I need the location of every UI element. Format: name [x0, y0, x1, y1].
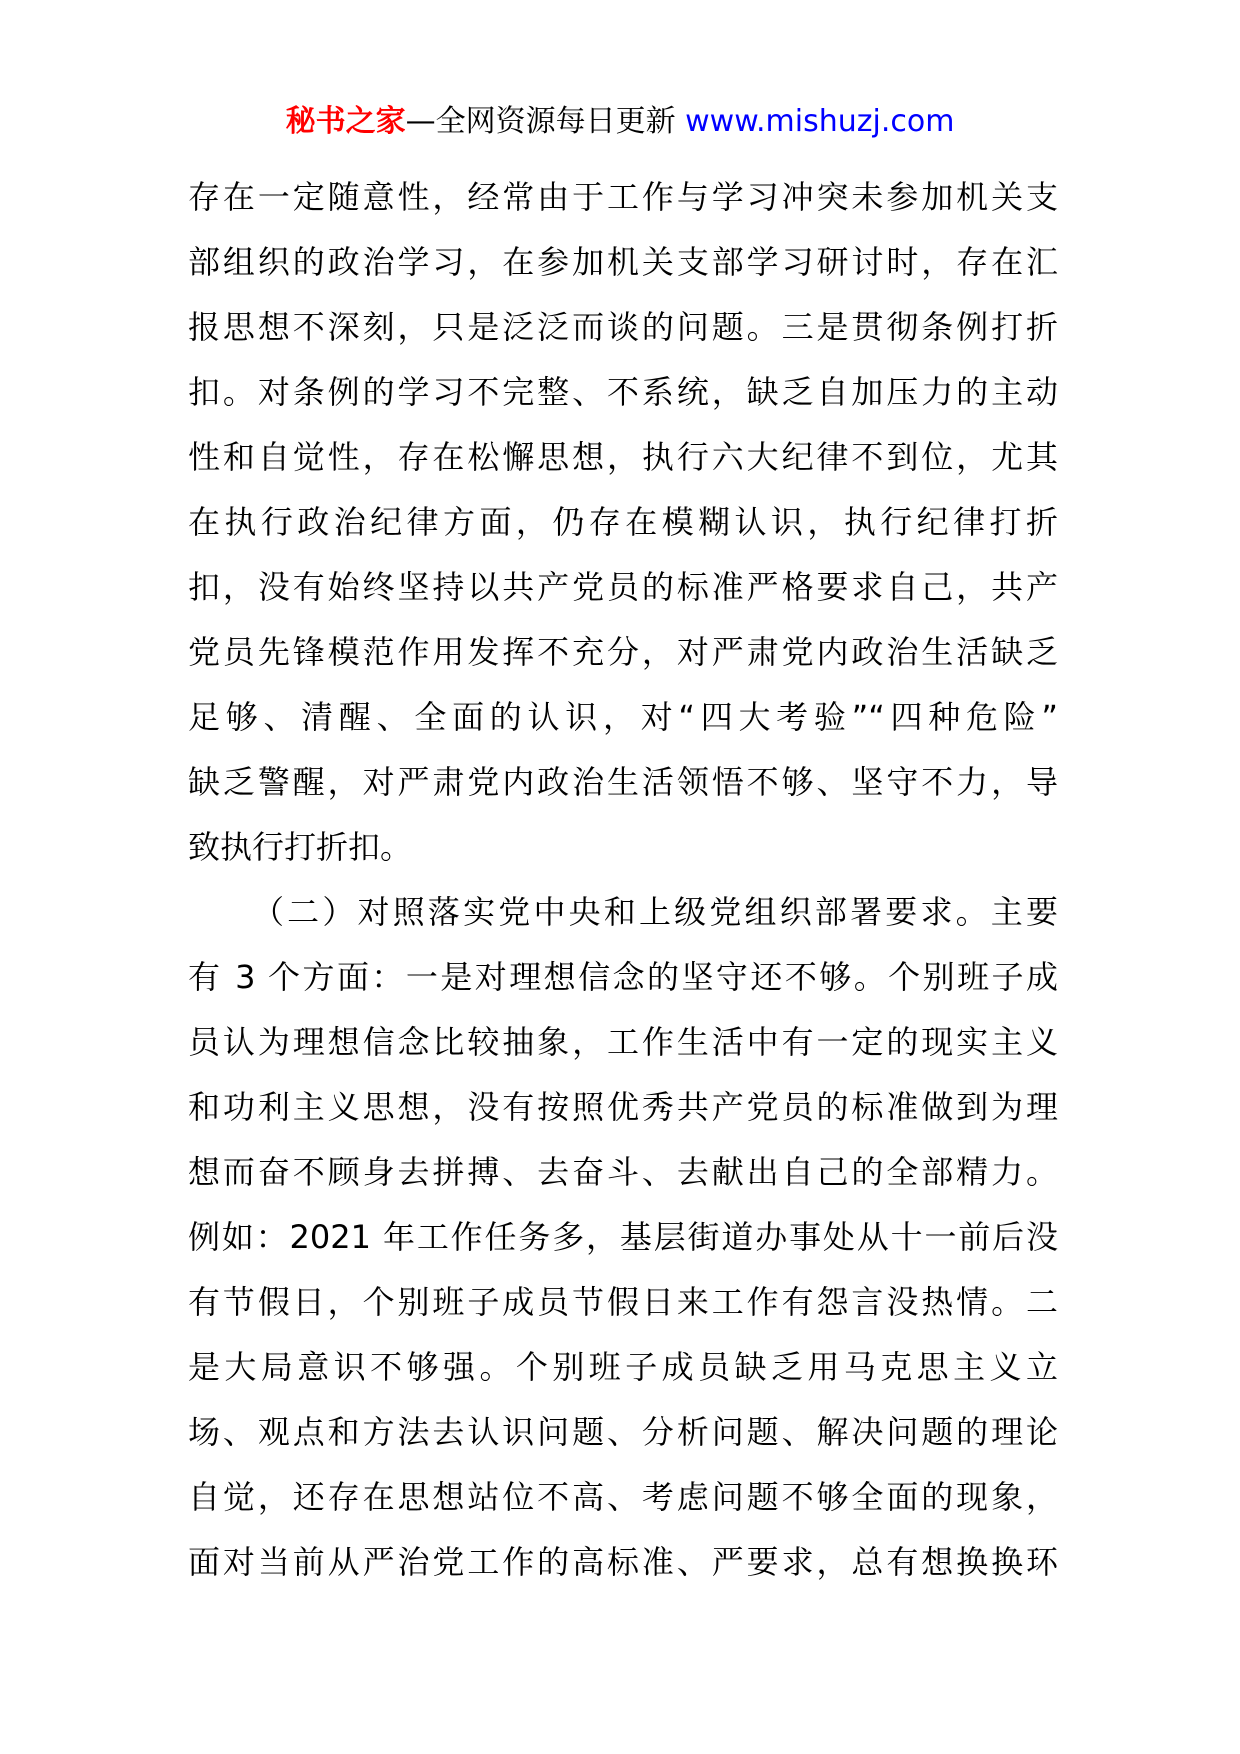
body-line: 员认为理想信念比较抽象，工作生活中有一定的现实主义	[188, 1023, 1058, 1061]
body-line: 扣，没有始终坚持以共产党员的标准严格要求自己，共产	[188, 568, 1058, 606]
body-line: 例如：2021 年工作任务多，基层街道办事处从十一前后没	[188, 1218, 1058, 1256]
body-line: 想而奋不顾身去拼搏、去奋斗、去献出自己的全部精力。	[188, 1153, 1058, 1191]
body-line: 是大局意识不够强。个别班子成员缺乏用马克思主义立	[188, 1348, 1058, 1386]
body-line: 有节假日，个别班子成员节假日来工作有怨言没热情。二	[188, 1283, 1058, 1321]
site-url-link[interactable]: www.mishuzj.com	[685, 104, 955, 139]
body-line: 自觉，还存在思想站位不高、考虑问题不够全面的现象，	[188, 1478, 1058, 1516]
body-line: 部组织的政治学习，在参加机关支部学习研讨时，存在汇	[188, 243, 1058, 281]
site-header	[0, 100, 1240, 144]
paragraph-end-line: 致执行打折扣。	[188, 828, 413, 866]
body-line: 扣。对条例的学习不完整、不系统，缺乏自加压力的主动	[188, 373, 1058, 411]
header-tagline: —全网资源每日更新	[405, 104, 686, 139]
body-line: 和功利主义思想，没有按照优秀共产党员的标准做到为理	[188, 1088, 1058, 1126]
body-line: 报思想不深刻，只是泛泛而谈的问题。三是贯彻条例打折	[188, 308, 1058, 346]
body-line: 足够、清醒、全面的认识，对“四大考验”“四种危险”	[188, 698, 1058, 736]
body-line: 缺乏警醒，对严肃党内政治生活领悟不够、坚守不力，导	[188, 763, 1058, 801]
section-heading-line: （二）对照落实党中央和上级党组织部署要求。主要	[252, 893, 1058, 931]
body-line: 存在一定随意性，经常由于工作与学习冲突未参加机关支	[188, 178, 1058, 216]
brand-name: 秘书之家	[285, 104, 406, 139]
body-line: 党员先锋模范作用发挥不充分，对严肃党内政治生活缺乏	[188, 633, 1058, 671]
body-line: 在执行政治纪律方面，仍存在模糊认识，执行纪律打折	[188, 503, 1058, 541]
document-body	[188, 165, 1058, 1595]
body-line: 性和自觉性，存在松懈思想，执行六大纪律不到位，尤其	[188, 438, 1058, 476]
body-line: 场、观点和方法去认识问题、分析问题、解决问题的理论	[188, 1413, 1058, 1451]
body-line: 面对当前从严治党工作的高标准、严要求，总有想换换环	[188, 1543, 1058, 1581]
body-line: 有 3 个方面：一是对理想信念的坚守还不够。个别班子成	[188, 958, 1058, 996]
